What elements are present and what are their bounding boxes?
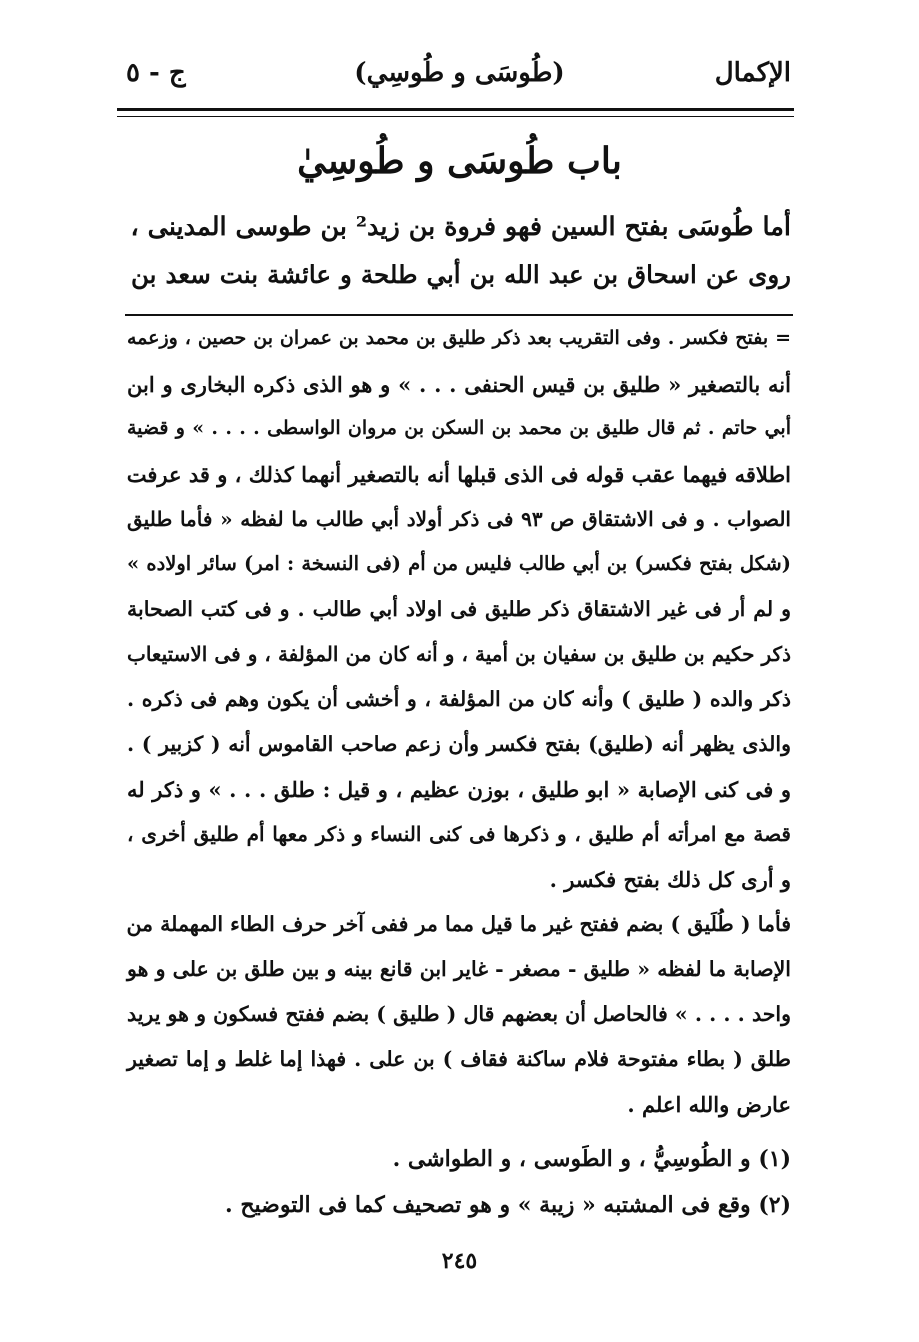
footnote-line: طلق ( بطاء مفتوحة فلام ساكنة فقاف ) بن على . فهذا إما غلط و إما تصغير xyxy=(127,1047,791,1071)
footnote-line: (شكل بفتح فكسر) بن أبي طالب فليس من أم (فى النسخة : امر) سائر اولاده » xyxy=(127,552,791,575)
footnote-line: واحد . . . . » فالحاصل أن بعضهم قال ( طليق ) بضم ففتح فسكون و هو يريد xyxy=(126,1002,791,1026)
page-number: ٢٤٥ xyxy=(441,1248,478,1274)
note-1: (١) و الطُوسِيُّ ، و الطَوسى ، و الطواشى . xyxy=(392,1146,791,1172)
footnote-line: و أرى كل ذلك بفتح فكسر . xyxy=(549,867,791,892)
main-text-line: أما طُوسَى بفتح السين فهو فروة بن زيد² بن طوسى المدينى ، xyxy=(130,212,791,242)
chapter-title: باب طُوسَى و طُوسِيٰ xyxy=(297,140,622,182)
main-text-line: روى عن اسحاق بن عبد الله بن أبي طلحة و عائشة بنت سعد بن xyxy=(131,260,791,289)
footnote-line: فأما ( طُلَيق ) بضم ففتح غير ما قيل مما مر ففى آخر حرف الطاء المهملة من xyxy=(126,912,791,936)
footnote-line: والذى يظهر أنه (طليق) بفتح فكسر وأن زعم صاحب القاموس أنه ( كزبير ) . xyxy=(127,732,791,756)
footnote-line: اطلاقه فيهما عقب قوله فى الذى قبلها أنه بالتصغير أنهما كذلك ، و قد عرفت xyxy=(126,462,791,487)
footnote-line: قصة مع امرأته أم طليق ، و ذكرها فى كنى النساء و ذكر معها أم طليق أخرى ، xyxy=(127,822,791,846)
footnote-line: و فى كنى الإصابة « ابو طليق ، بوزن عظيم ، و قيل : طلق . . . » و ذكر له xyxy=(127,777,791,802)
footnote-line: ذكر والده ( طليق ) وأنه كان من المؤلفة ، و أخشى أن يكون وهم فى ذكره . xyxy=(127,687,791,711)
running-header-section: (طُوسَى و طُوسِي) xyxy=(354,58,565,88)
header-rule-thin xyxy=(117,116,794,117)
footnote-line: أبي حاتم . ثم قال طليق بن محمد بن السكن بن مروان الواسطى . . . . » و قضية xyxy=(127,417,791,439)
footnote-line: ذكر حكيم بن طليق بن سفيان بن أمية ، و أنه كان من المؤلفة ، و فى الاستيعاب xyxy=(127,642,791,666)
footnote-line: الإصابة ما لفظه « طليق - مصغر - غاير ابن قانع بينه و بين طلق بن على و هو xyxy=(127,957,791,981)
header-rule-thick xyxy=(117,108,794,111)
footnote-line: = بفتح فكسر . وفى التقريب بعد ذكر طليق بن محمد بن عمران بن حصين ، وزعمه xyxy=(127,327,791,349)
footnote-separator xyxy=(125,314,793,316)
footnote-line: عارض والله اعلم . xyxy=(627,1092,791,1117)
running-header-volume: ج - ٥ xyxy=(126,58,186,88)
footnote-line: الصواب . و فى الاشتقاق ص ٩٣ فى ذكر أولاد أبي طالب ما لفظه « فأما طليق xyxy=(127,507,791,531)
footnote-line: و لم أر فى غير الاشتقاق ذكر طليق فى اولاد أبي طالب . و فى كتب الصحابة xyxy=(127,597,791,621)
note-2: (٢) وقع فى المشتبه « زيبة » و هو تصحيف كما فى التوضيح . xyxy=(225,1192,791,1218)
running-header-book-title: الإكمال xyxy=(714,58,791,88)
footnote-line: أنه بالتصغير « طليق بن قيس الحنفى . . . » و هو الذى ذكره البخارى و ابن xyxy=(127,372,791,397)
